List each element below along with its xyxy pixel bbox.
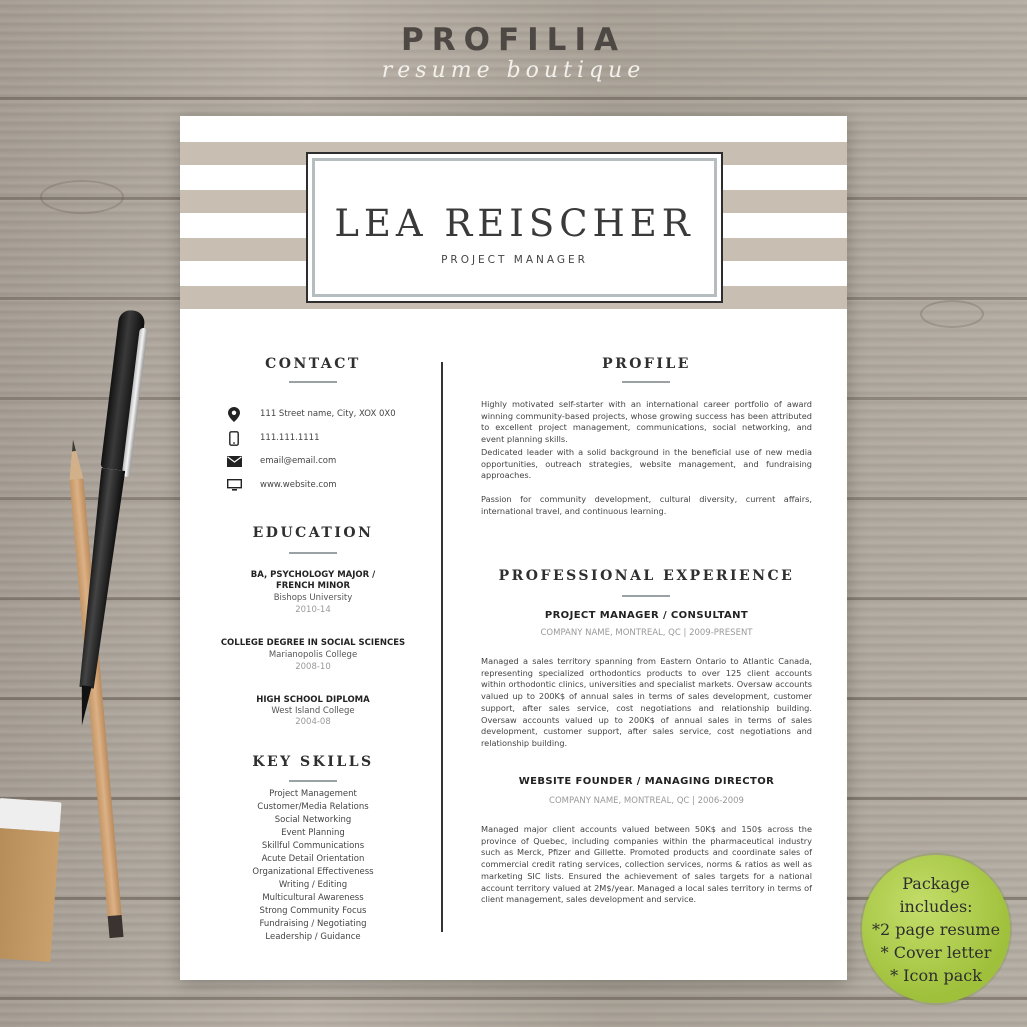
education-years: 2010-14 [295,605,331,615]
eraser-image [0,798,62,962]
job-company: COMPANY NAME, MONTREAL, QC | 2009-PRESENT [540,628,753,638]
skill-item: Acute Detail Orientation [261,854,365,864]
location-pin-icon [226,406,242,422]
phone-icon [226,430,242,446]
website-text: www.website.com [260,480,337,490]
skills-heading: KEY SKILLS [252,754,374,770]
skill-item: Strong Community Focus [259,906,367,916]
education-heading: EDUCATION [252,525,374,541]
brand-name: PROFILIA [401,22,626,58]
resume-page [180,116,847,980]
education-degree: HIGH SCHOOL DIPLOMA [256,695,370,705]
education-school: Marianopolis College [268,650,358,660]
badge-line: *2 page resume [871,919,1001,939]
email-text: email@email.com [260,456,337,466]
candidate-title: PROJECT MANAGER [441,254,588,266]
education-degree: FRENCH MINOR [275,581,351,591]
profile-heading: PROFILE [602,356,691,372]
experience-rule [622,595,670,597]
skills-rule [289,780,337,782]
monitor-icon [226,477,242,493]
education-school: West Island College [271,706,355,716]
profile-paragraph: Highly motivated self-starter with an international career portfolio of award winning community-based projects, whose growing success has been attributed to excellent project management, communications, social networking, and event planning skills. [481,399,812,445]
wood-knot [40,180,124,214]
job-company: COMPANY NAME, MONTREAL, QC | 2006-2009 [549,796,744,806]
contact-phone [226,429,319,447]
contact-address [226,405,396,423]
profile-paragraph: Dedicated leader with a solid background in the beneficial use of new media opportunities, outreach strategies, website management, and fundraising approaches. [481,447,812,481]
skill-item: Multicultural Awareness [262,893,364,903]
column-divider [441,362,443,932]
experience-heading: PROFESSIONAL EXPERIENCE [498,568,795,584]
skill-item: Leadership / Guidance [265,932,361,942]
job-description: Managed a sales territory spanning from Eastern Ontario to Atlantic Canada, representing specialized orthodontics products to over 125 client accounts within orthodontic clinics, universities and specialist markets. Oversaw accounts valued up to 200K$ of annual sales in terms of sales development, customer support, after sales service, cost negotiations and relationship building. Oversaw accounts valued up to 200K$ of annual sales in terms of sales development, customer support, after sales service, cost negotiations and relationship building. [481,656,812,748]
phone-text: 111.111.1111 [260,433,320,443]
job-description: Managed major client accounts valued between 50K$ and 150$ across the province of Quebec, including companies within the pharmaceutical industry such as Merck, Pfizer and Gillette. Promoted products and coordinate sales of commercial credit rating services, collection services, norms & ratios as well as marketing SIC lists. Ensured the achievement of sales targets for a national account territory valued at 2M$/year. Managed a local sales territory in terms of client management, sales development and service. [481,824,812,905]
contact-rule [289,381,337,383]
profile-paragraph: Passion for community development, cultural diversity, current affairs, international travel, and continuous learning. [481,494,812,516]
education-degree: COLLEGE DEGREE IN SOCIAL SCIENCES [220,638,406,648]
skill-item: Fundraising / Negotiating [259,919,367,929]
badge-line: * Cover letter [880,942,992,962]
badge-line: includes: [899,896,973,916]
job-title: PROJECT MANAGER / CONSULTANT [544,610,749,621]
education-years: 2008-10 [295,662,331,672]
wood-knot [920,300,984,328]
skill-item: Project Management [269,789,357,799]
candidate-name: LEA REISCHER [334,202,695,245]
brand-tagline: resume boutique [381,58,646,83]
email-icon [226,453,242,469]
education-rule [289,552,337,554]
address-text: 111 Street name, City, XOX 0X0 [260,409,396,419]
skill-item: Social Networking [274,815,352,825]
badge-line: Package [902,873,970,893]
package-badge [862,855,1010,1003]
job-title: WEBSITE FOUNDER / MANAGING DIRECTOR [518,776,775,787]
education-degree: BA, PSYCHOLOGY MAJOR / [250,570,376,580]
skill-item: Skillful Communications [261,841,365,851]
education-years: 2004-08 [295,717,331,727]
skill-item: Organizational Effectiveness [252,867,374,877]
contact-heading: CONTACT [265,356,361,372]
skill-item: Writing / Editing [278,880,348,890]
badge-line: * Icon pack [890,965,982,985]
education-school: Bishops University [273,593,353,603]
profile-rule [622,381,670,383]
skill-item: Event Planning [281,828,345,838]
skill-item: Customer/Media Relations [257,802,369,812]
contact-email [226,452,336,470]
contact-website [226,476,337,494]
name-box [306,152,723,303]
skills-list [220,788,406,944]
